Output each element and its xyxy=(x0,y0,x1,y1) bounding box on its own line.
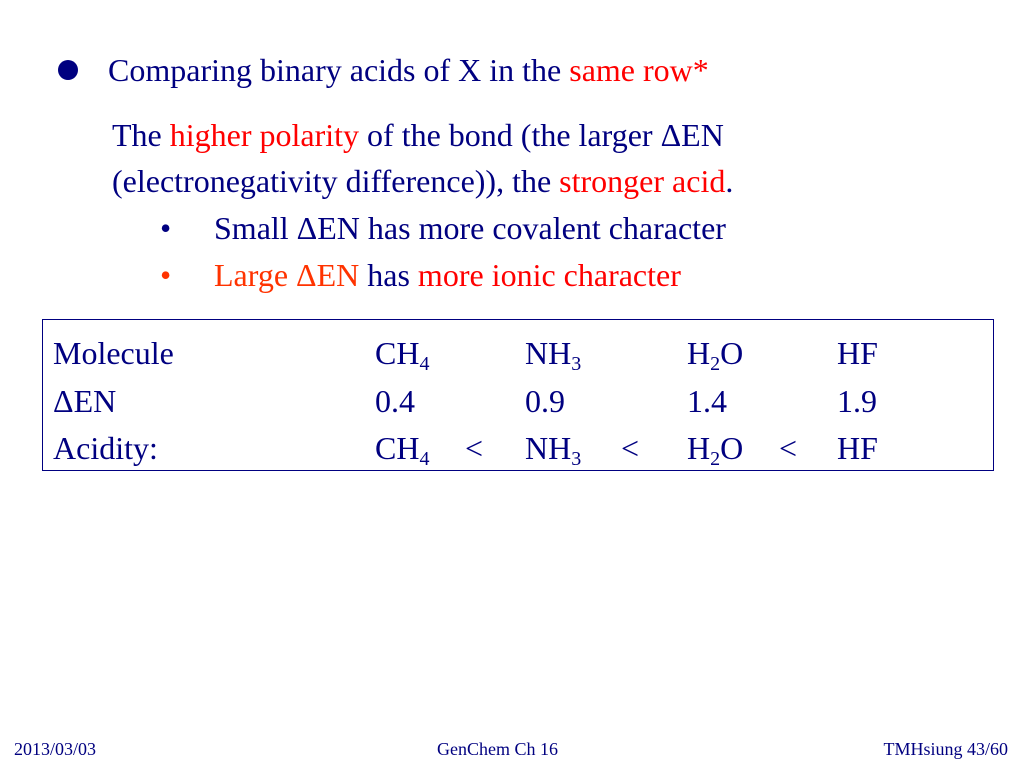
table-cell: $H_2O$ xyxy=(687,335,744,375)
row-label: ΔEN xyxy=(53,383,117,419)
footer-date: 2013/03/03 xyxy=(14,739,97,759)
table-row-delta-en xyxy=(43,381,993,421)
table-cell: 0.4 xyxy=(375,383,415,419)
table-cell: 1.4 xyxy=(687,383,727,419)
explanation-paragraph: The higher polarity of the bond (the larger ΔEN (electronegativity difference)), the stronger acid. xyxy=(112,117,734,199)
sub-bullet-large-en: • Large ΔEN has more ionic character xyxy=(160,257,681,293)
table-cell: $CH_4$ xyxy=(375,430,430,470)
stronger-acid-highlight: stronger acid xyxy=(559,163,726,199)
table-cell: HF xyxy=(837,335,878,371)
table-cell: 1.9 xyxy=(837,383,877,419)
table-cell: $CH_4$ xyxy=(375,335,430,375)
less-than-operator: < xyxy=(621,430,640,466)
table-cell: HF xyxy=(837,430,878,466)
table-cell: $NH_3$ xyxy=(525,430,582,470)
main-bullet-text: Comparing binary acids of X in the xyxy=(108,52,570,88)
bullet-marker: • xyxy=(160,257,172,293)
table-row-molecule xyxy=(43,333,993,373)
less-than-operator: < xyxy=(779,430,798,466)
table-row-acidity xyxy=(43,428,993,468)
bullet-dot-icon xyxy=(58,60,78,80)
row-label: Acidity: xyxy=(53,430,158,466)
footer-page-number: TMHsiung 43/60 xyxy=(883,739,1008,759)
sub-bullet-small-en: • Small ΔEN has more covalent character xyxy=(160,210,726,246)
row-label: Molecule xyxy=(53,335,174,371)
table-cell: $H_2O$ xyxy=(687,430,744,470)
main-bullet-highlight: same row* xyxy=(569,52,709,88)
acidity-table xyxy=(42,319,994,471)
less-than-operator: < xyxy=(465,430,484,466)
footer-course: GenChem Ch 16 xyxy=(437,739,558,759)
table-cell: 0.9 xyxy=(525,383,565,419)
higher-polarity-highlight: higher polarity xyxy=(169,117,360,153)
table-cell: $NH_3$ xyxy=(525,335,582,375)
bullet-marker: • xyxy=(160,210,172,246)
